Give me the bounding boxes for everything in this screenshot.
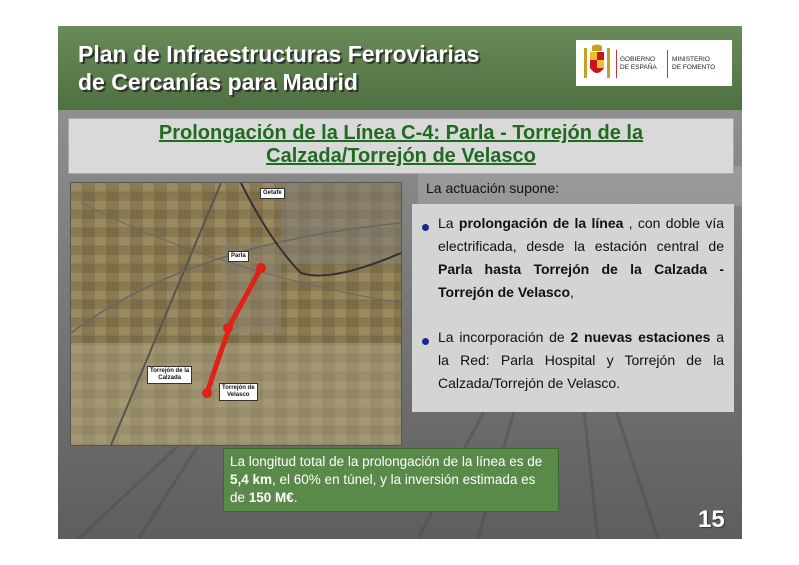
section-subtitle: Prolongación de la Línea C-4: Parla - Torrejón de la Calzada/Torrejón de Velasco — [158, 122, 644, 167]
map-label-torrejon-calzada: Torrejón de la Calzada — [147, 366, 192, 384]
map-label-getafe: Getafe — [260, 188, 285, 199]
header-bar — [58, 26, 742, 110]
map-label-torrejon-velasco: Torrejón de Velasco — [219, 383, 258, 401]
map-image — [71, 183, 401, 445]
logo-divider — [616, 50, 617, 78]
aerial-map — [70, 182, 402, 446]
government-logo — [576, 40, 732, 86]
bullet-icon — [422, 338, 429, 345]
station-parla-hospital — [223, 323, 233, 333]
logo-divider — [667, 50, 668, 78]
subtitle-box — [68, 118, 734, 174]
intro-text: La actuación supone: — [426, 180, 560, 196]
coat-of-arms-icon — [582, 44, 612, 82]
bullet-item: La incorporación de 2 nuevas estaciones a la Red: Parla Hospital y Torrejón de la Calzada/Torrejón de Velasco. — [438, 329, 724, 391]
logo-text-gobierno: GOBIERNO DE ESPAÑA — [620, 56, 657, 71]
bullet-icon — [422, 224, 429, 231]
page-number: 15 — [698, 506, 725, 533]
map-label-parla: Parla — [228, 251, 249, 262]
bullet-item: La prolongación de la línea , con doble vía electrificada, desde la estación central de Parla hasta Torrejón de la Calzada - Torrejón de Velasco, — [438, 215, 725, 300]
station-parla — [256, 263, 266, 273]
slide — [58, 26, 742, 539]
summary-box — [223, 448, 559, 512]
summary-text: La longitud total de la prolongación de la línea es de 5,4 km, el 60% en túnel, y la inversión estimada es de 150 M€. — [230, 454, 543, 505]
page-title: Plan de Infraestructuras Ferroviarias de Cercanías para Madrid — [78, 41, 480, 95]
logo-text-ministerio: MINISTERIO DE FOMENTO — [672, 56, 716, 71]
station-torrejon — [202, 388, 212, 398]
bullets-box — [412, 204, 734, 412]
